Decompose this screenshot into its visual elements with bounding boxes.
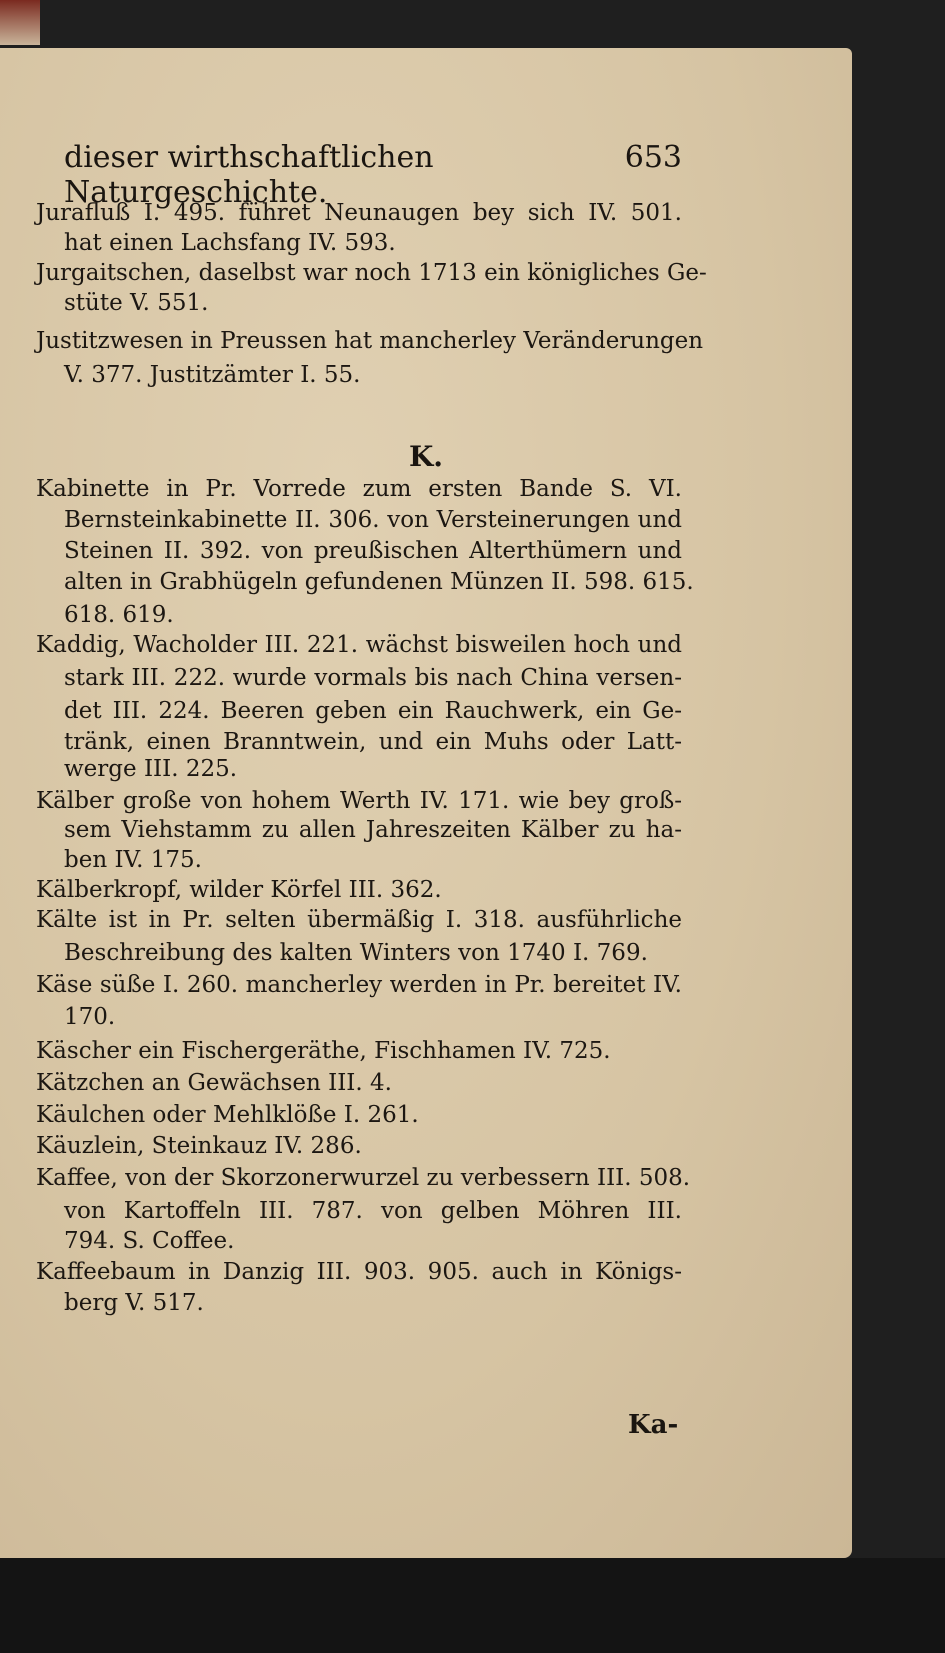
index-line: alten in Grabhügeln gefundenen Münzen II. 598. 615. — [64, 569, 694, 595]
index-line: sem Viehstamm zu allen Jahreszeiten Kälber zu ha- — [64, 817, 682, 843]
index-line: det III. 224. Beeren geben ein Rauchwerk, ein Ge- — [64, 698, 682, 724]
index-line: hat einen Lachsfang IV. 593. — [64, 230, 396, 256]
index-line: Beschreibung des kalten Winters von 1740 I. 769. — [64, 940, 648, 966]
index-line: Bernsteinkabinette II. 306. von Versteinerungen und — [64, 507, 682, 533]
index-line: Jurgaitschen, daselbst war noch 1713 ein königliches Ge- — [36, 260, 707, 286]
running-head-title: dieser wirthschaftlichen Naturgeschichte. — [64, 140, 434, 210]
index-line: Kätzchen an Gewächsen III. 4. — [36, 1070, 392, 1096]
index-line: werge III. 225. — [64, 756, 238, 782]
index-line: Steinen II. 392. von preußischen Alterthümern und — [64, 538, 682, 564]
index-line: tränk, einen Branntwein, und ein Muhs oder Latt- — [64, 729, 682, 755]
index-line: stark III. 222. wurde vormals bis nach China versen- — [64, 665, 682, 691]
section-letter: K. — [408, 440, 444, 473]
index-line: stüte V. 551. — [64, 290, 209, 316]
index-line: ben IV. 175. — [64, 847, 202, 873]
page-number: 653 — [624, 140, 682, 175]
index-line: Käulchen oder Mehlklöße I. 261. — [36, 1102, 419, 1128]
index-line: Kaddig, Wacholder III. 221. wächst bisweilen hoch und — [36, 632, 682, 658]
index-line: 170. — [64, 1004, 116, 1030]
index-line: Kaffeebaum in Danzig III. 903. 905. auch in Königs- — [36, 1259, 682, 1285]
index-line: Justitzwesen in Preussen hat mancherley Veränderungen — [36, 328, 704, 354]
index-line: Käse süße I. 260. mancherley werden in Pr. bereitet IV. — [36, 972, 682, 998]
index-line: Käuzlein, Steinkauz IV. 286. — [36, 1133, 362, 1159]
index-line: Kälberkropf, wilder Körfel III. 362. — [36, 877, 442, 903]
index-line: Kaffee, von der Skorzonerwurzel zu verbessern III. 508. — [36, 1165, 691, 1191]
index-line: Kälte ist in Pr. selten übermäßig I. 318. ausführliche — [36, 907, 682, 933]
index-line: Kabinette in Pr. Vorrede zum ersten Bande S. VI. — [36, 476, 682, 502]
index-line: von Kartoffeln III. 787. von gelben Möhren III. — [64, 1198, 682, 1224]
index-line: 618. 619. — [64, 602, 174, 628]
index-line: berg V. 517. — [64, 1290, 204, 1316]
index-line: Jurafluß I. 495. führet Neunaugen bey sich IV. 501. — [36, 200, 682, 226]
index-line: 794. S. Coffee. — [64, 1228, 235, 1254]
catchword: Ka- — [628, 1410, 679, 1440]
index-line: Kälber große von hohem Werth IV. 171. wie bey groß- — [36, 788, 682, 814]
index-line: Käscher ein Fischergeräthe, Fischhamen IV. 725. — [36, 1038, 611, 1064]
scan-background — [0, 1558, 945, 1653]
index-line: V. 377. Justitzämter I. 55. — [64, 362, 361, 388]
book-edge — [0, 0, 40, 45]
